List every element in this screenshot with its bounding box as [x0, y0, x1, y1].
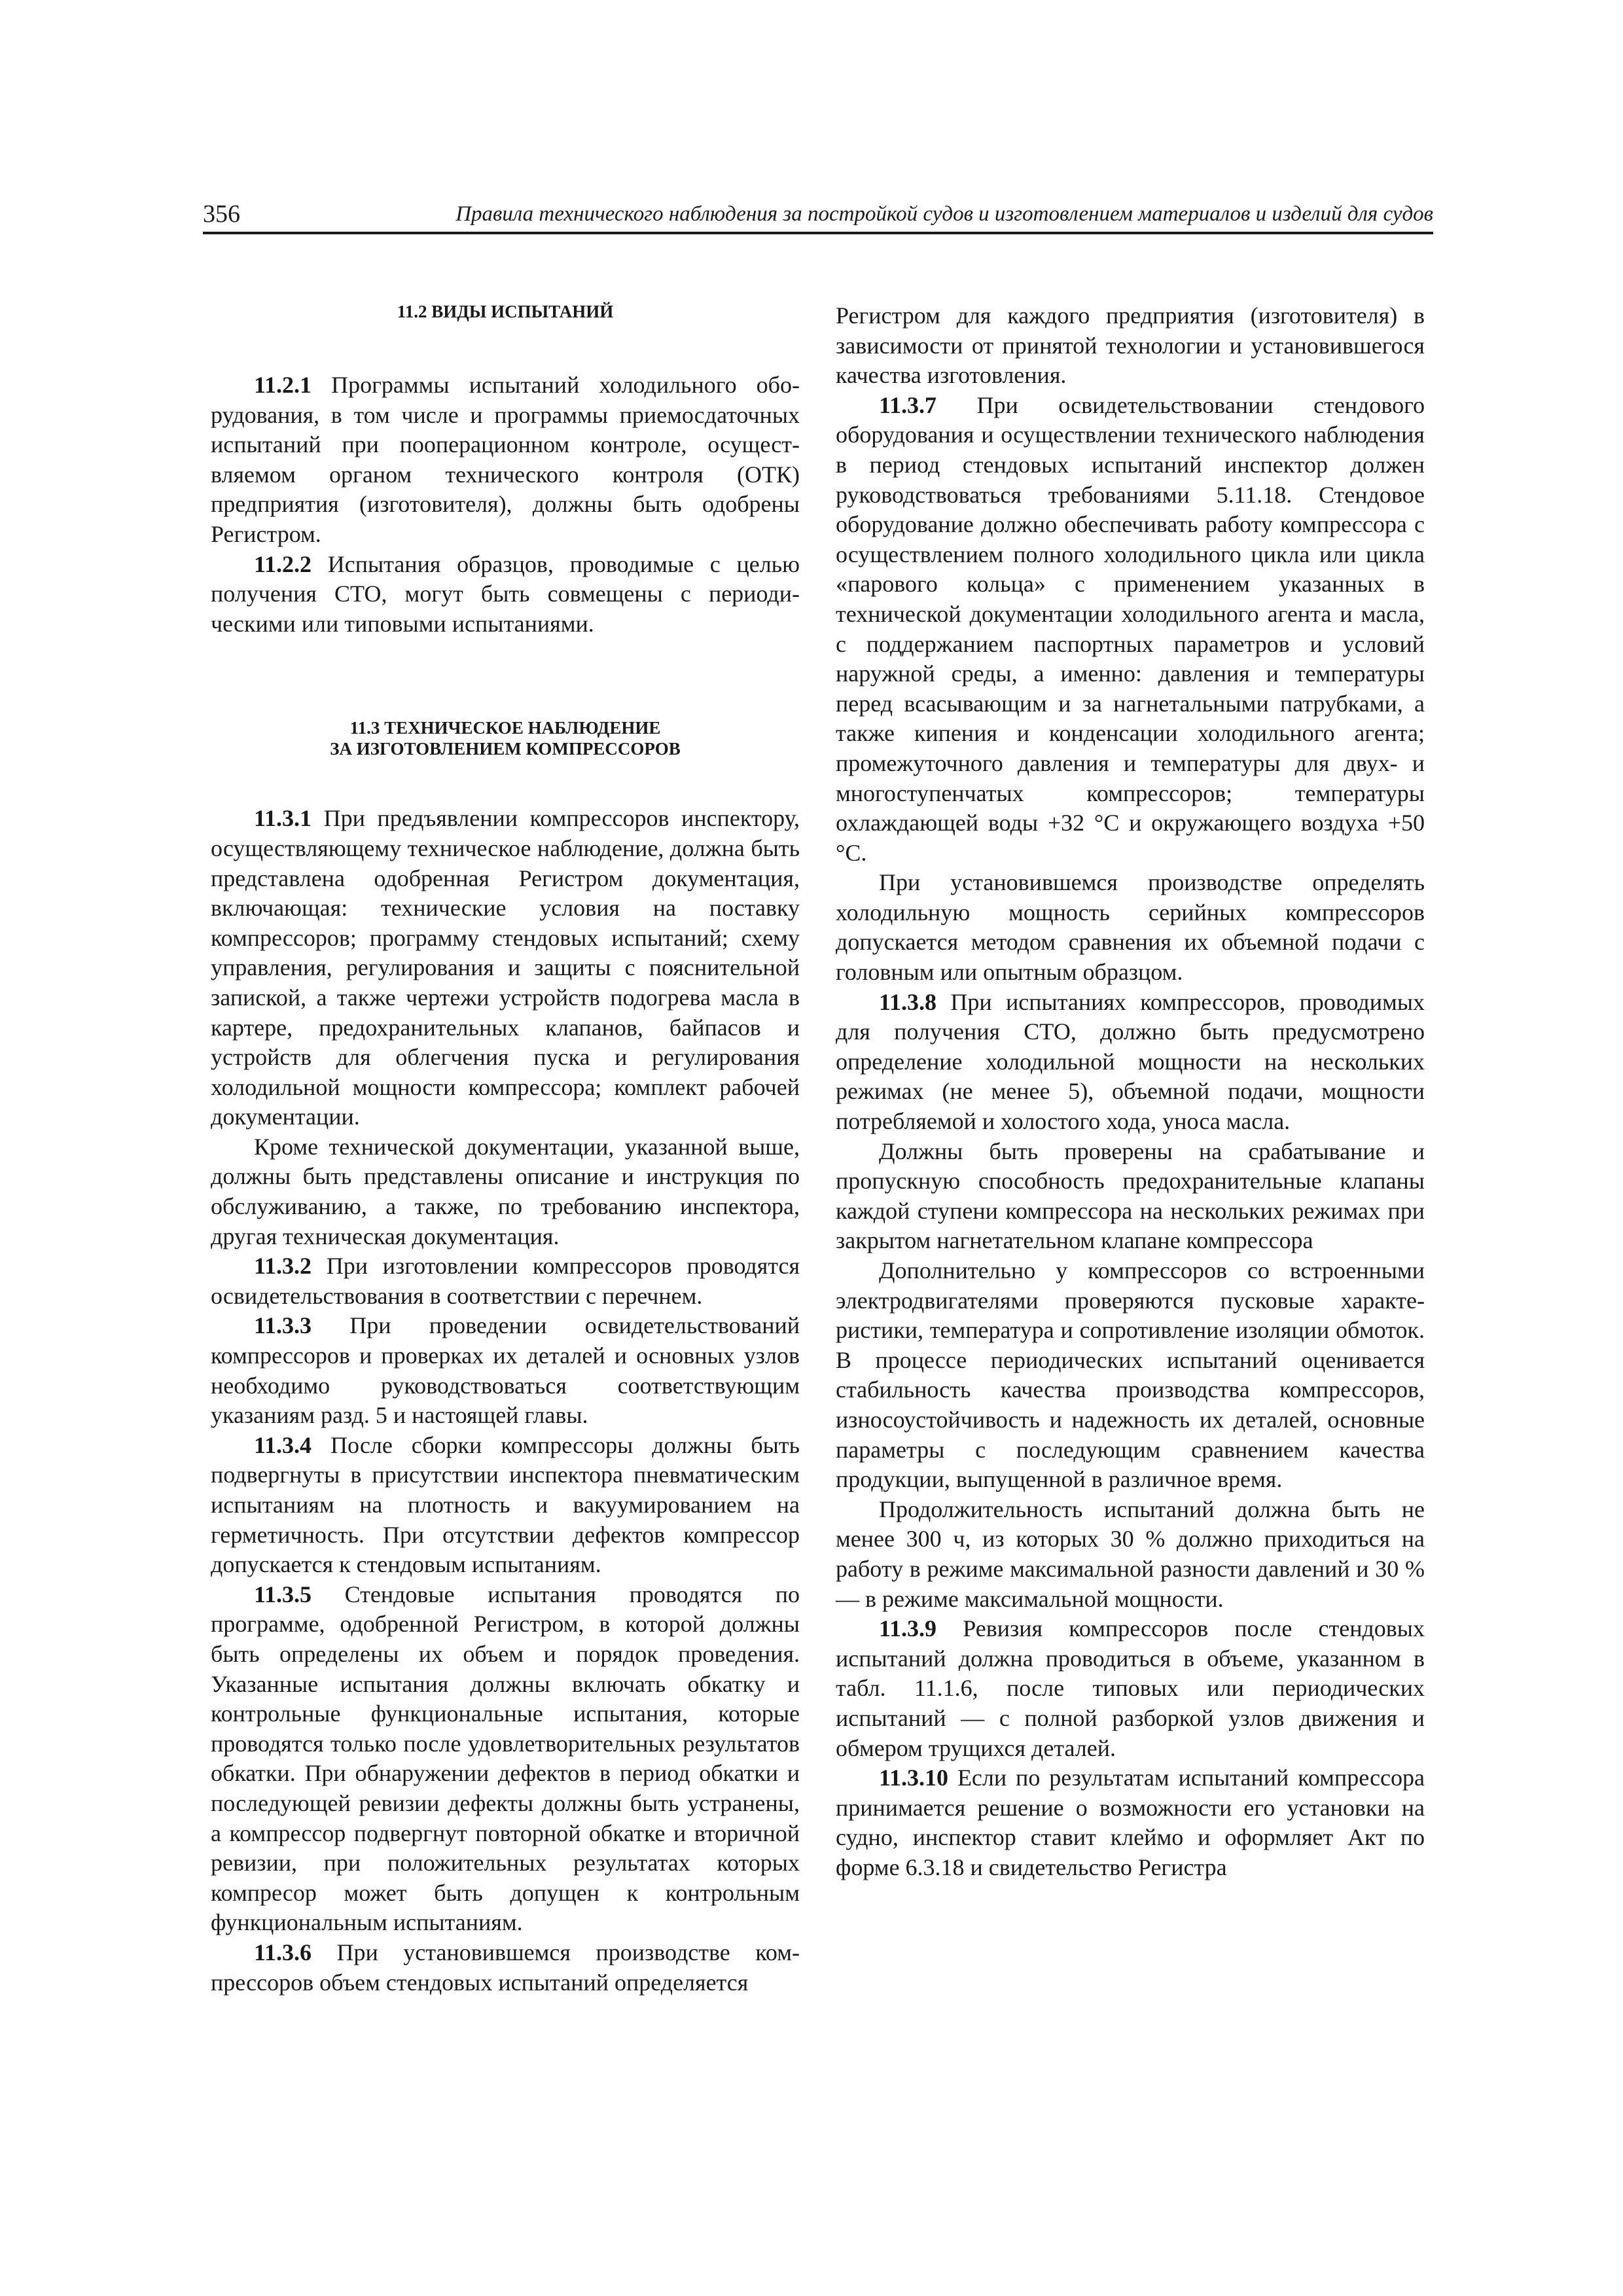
clause-number: 11.3.4 — [254, 1431, 312, 1458]
paragraph-11-3-6-continued: Регистром для каждого предприятия (изготовителя) в зависимости от принятой технологии и установившегося качества изготовления. — [836, 302, 1425, 389]
paragraph-11-3-8 — [836, 988, 1425, 1137]
paragraph-11-3-9 — [836, 1614, 1425, 1763]
clause-number: 11.3.9 — [879, 1615, 937, 1642]
clause-number: 11.2.1 — [254, 372, 312, 398]
right-column — [836, 301, 1425, 1882]
paragraph-text: При предъявлении компрессоров инспектору, осуществляющему техническое наблюдение, должна быть представлена одобренная Регистром документация, включающая: технические условия на поставку компрессоров; программу стендовых испытаний; схему управления, регулирования и защиты с пояснительной запиской, а также чертежи устройств подогрева масла в картере, предохранительных клапанов, байпасов и устройств для облегчения пуска и регулирования холодильной мощности компрессора; комплект рабочей документации. — [211, 805, 800, 1130]
paragraph-11-3-10 — [836, 1763, 1425, 1882]
clause-number: 11.3.8 — [879, 988, 937, 1015]
paragraph-11-2-2 — [211, 550, 800, 639]
paragraph-11-3-3 — [211, 1311, 800, 1430]
paragraph-11-3-2 — [211, 1251, 800, 1311]
paragraph-11-3-8-d: Продолжительность испытаний должна быть не менее 300 ч, из которых 30 % должно приходиться на работу в режиме максимальной разности давлений и 30 % — в режиме максимальной мощности. — [836, 1496, 1425, 1612]
paragraph-text: При установившемся производстве компрессоров объем стендовых испытаний определяется — [211, 1939, 800, 1996]
page-number: 356 — [203, 200, 240, 228]
paragraph-text: При изготовлении компрессоров проводятся освидетельствования в соответствии с перечнем. — [211, 1253, 800, 1309]
paragraph-11-3-6 — [211, 1938, 800, 1998]
paragraph-text: Если по результатам испытаний компрессора принимается решение о возможности его установки на судно, инспектор ставит клеймо и оформляет Акт по форме 6.3.18 и свидетельство Регистра — [836, 1765, 1425, 1880]
paragraph-text: При испытаниях компрессоров, проводимых для получения СТО, должно быть предусмотрено определение холодильной мощности на нескольких режимах (не менее 5), объемной подачи, мощности потребляемой и холостого хода, уноса масла. — [836, 988, 1425, 1135]
section-heading-line: 11.3 ТЕХНИЧЕСКОЕ НАБЛЮДЕНИЕ — [349, 718, 661, 738]
clause-number: 11.3.5 — [254, 1581, 312, 1607]
paragraph-11-3-1 — [211, 804, 800, 1132]
paragraph-11-3-1-b: Кроме технической документации, указанной выше, должны быть представлены описание и инструкция по обслуживанию, а также, по требованию инспектора, другая техническая документация. — [211, 1133, 800, 1249]
paragraph-text: При освидетельствовании стендового оборудования и осуществлении технического наблюдения в период стендовых испытаний инспектор должен руководствоваться требованиями 5.11.18. Стендовое оборудование должно обеспечивать работу компрессора с осуществлением полного холодильного цикла или цикла «парового кольца» с применением указанных в технической документации холодильного агента и масла, с поддержанием паспортных параметров и условий наружной среды, а именно: давления и температуры перед всасывающим и за нагнетальными патрубками, а также кипения и конденсации холодильного агента; промежуточного давления и температуры для двух- и многоступенчатых компрессоров; температуры охлаждающей воды +32 °С и окружающего воздуха +50 °С. — [836, 391, 1425, 866]
paragraph-text: Стендовые испытания проводятся по программе, одобренной Регистром, в которой должны быть определены их объем и порядок проведения. Указанные испытания должны включать обкатку и контрольные функциональные испытания, которые проводятся только после удовлетворительных результатов обкатки. При обнаружении дефектов в период обкатки и последующей ревизии дефекты должны быть устранены, а компрессор подвергнут повторной обкатке и вторичной ревизии, при положительных результатах которых компресор может быть допущен к контрольным функциональным испытаниям. — [211, 1581, 800, 1936]
paragraph-text: Программы испытаний холодильного оборудования, в том числе и программы приемосдаточных испытаний при пооперационном контроле, осуществляемом органом технического контроля (ОТК) предприятия (изготовителя), должны быть одобрены Регистром. — [211, 372, 800, 547]
paragraph-text: При проведении освидетельствований компрессоров и проверках их деталей и основных узлов необходимо руководствоваться соответствующим указаниям разд. 5 и настоящей главы. — [211, 1312, 800, 1429]
paragraph-11-3-8-b: Должны быть проверены на срабатывание и пропускную способность предохранительные клапаны каждой ступени компрессора на нескольких режимах при закрытом нагнетательном клапане компрессора — [836, 1138, 1425, 1254]
clause-number: 11.3.1 — [254, 805, 312, 832]
section-heading-line: ЗА ИЗГОТОВЛЕНИЕМ КОМПРЕССОРОВ — [330, 739, 681, 759]
paragraph-11-3-7-b: При установившемся производстве определять холодильную мощность серийных компрессоров допускается методом сравнения их объемной подачи с головным или опытным образцом. — [836, 869, 1425, 986]
paragraph-11-3-8-c: Дополнительно у компрессоров со встроенными электродвигателями проверяются пусковые характеристики, температура и сопротивление изоляции обмоток. В процессе периодических испытаний оценивается стабильность качества производства компрессоров, износоустойчивость и надежность их деталей, основные параметры с последующим сравнением качества продукции, выпущенной в различное время. — [836, 1257, 1425, 1493]
paragraph-text: После сборки компрессоры должны быть подвергнуты в присутствии инспектора пневматическим испытаниям на плотность и вакуумированием на герметичность. При отсутствии дефектов компрессор допускается к стендовым испытаниям. — [211, 1431, 800, 1578]
section-heading-11-2: 11.2 ВИДЫ ИСПЫТАНИЙ — [397, 302, 614, 321]
paragraph-text: Испытания образцов, проводимые с целью получения СТО, могут быть совмещены с периодическими или типовыми испытаниями. — [211, 550, 800, 637]
clause-number: 11.3.2 — [254, 1253, 312, 1280]
paragraph-11-2-1 — [211, 370, 800, 550]
left-column — [211, 301, 800, 1998]
page-header — [203, 199, 1433, 234]
clause-number: 11.3.7 — [879, 391, 937, 418]
clause-number: 11.3.10 — [879, 1765, 949, 1791]
section-heading-11-3 — [211, 717, 800, 759]
paragraph-11-3-4 — [211, 1431, 800, 1580]
clause-number: 11.3.6 — [254, 1939, 312, 1965]
running-title: Правила технического наблюдения за постройкой судов и изготовлением материалов и изделий для судов — [455, 202, 1433, 226]
clause-number: 11.3.3 — [254, 1312, 312, 1339]
paragraph-11-3-7 — [836, 391, 1425, 869]
paragraph-11-3-5 — [211, 1580, 800, 1938]
paragraph-text: Ревизия компрессоров после стендовых испытаний должна проводиться в объеме, указанном в табл. 11.1.6, после типовых или периодических испытаний — с полной разборкой узлов движения и обмером трущихся деталей. — [836, 1615, 1425, 1761]
clause-number: 11.2.2 — [254, 550, 312, 577]
